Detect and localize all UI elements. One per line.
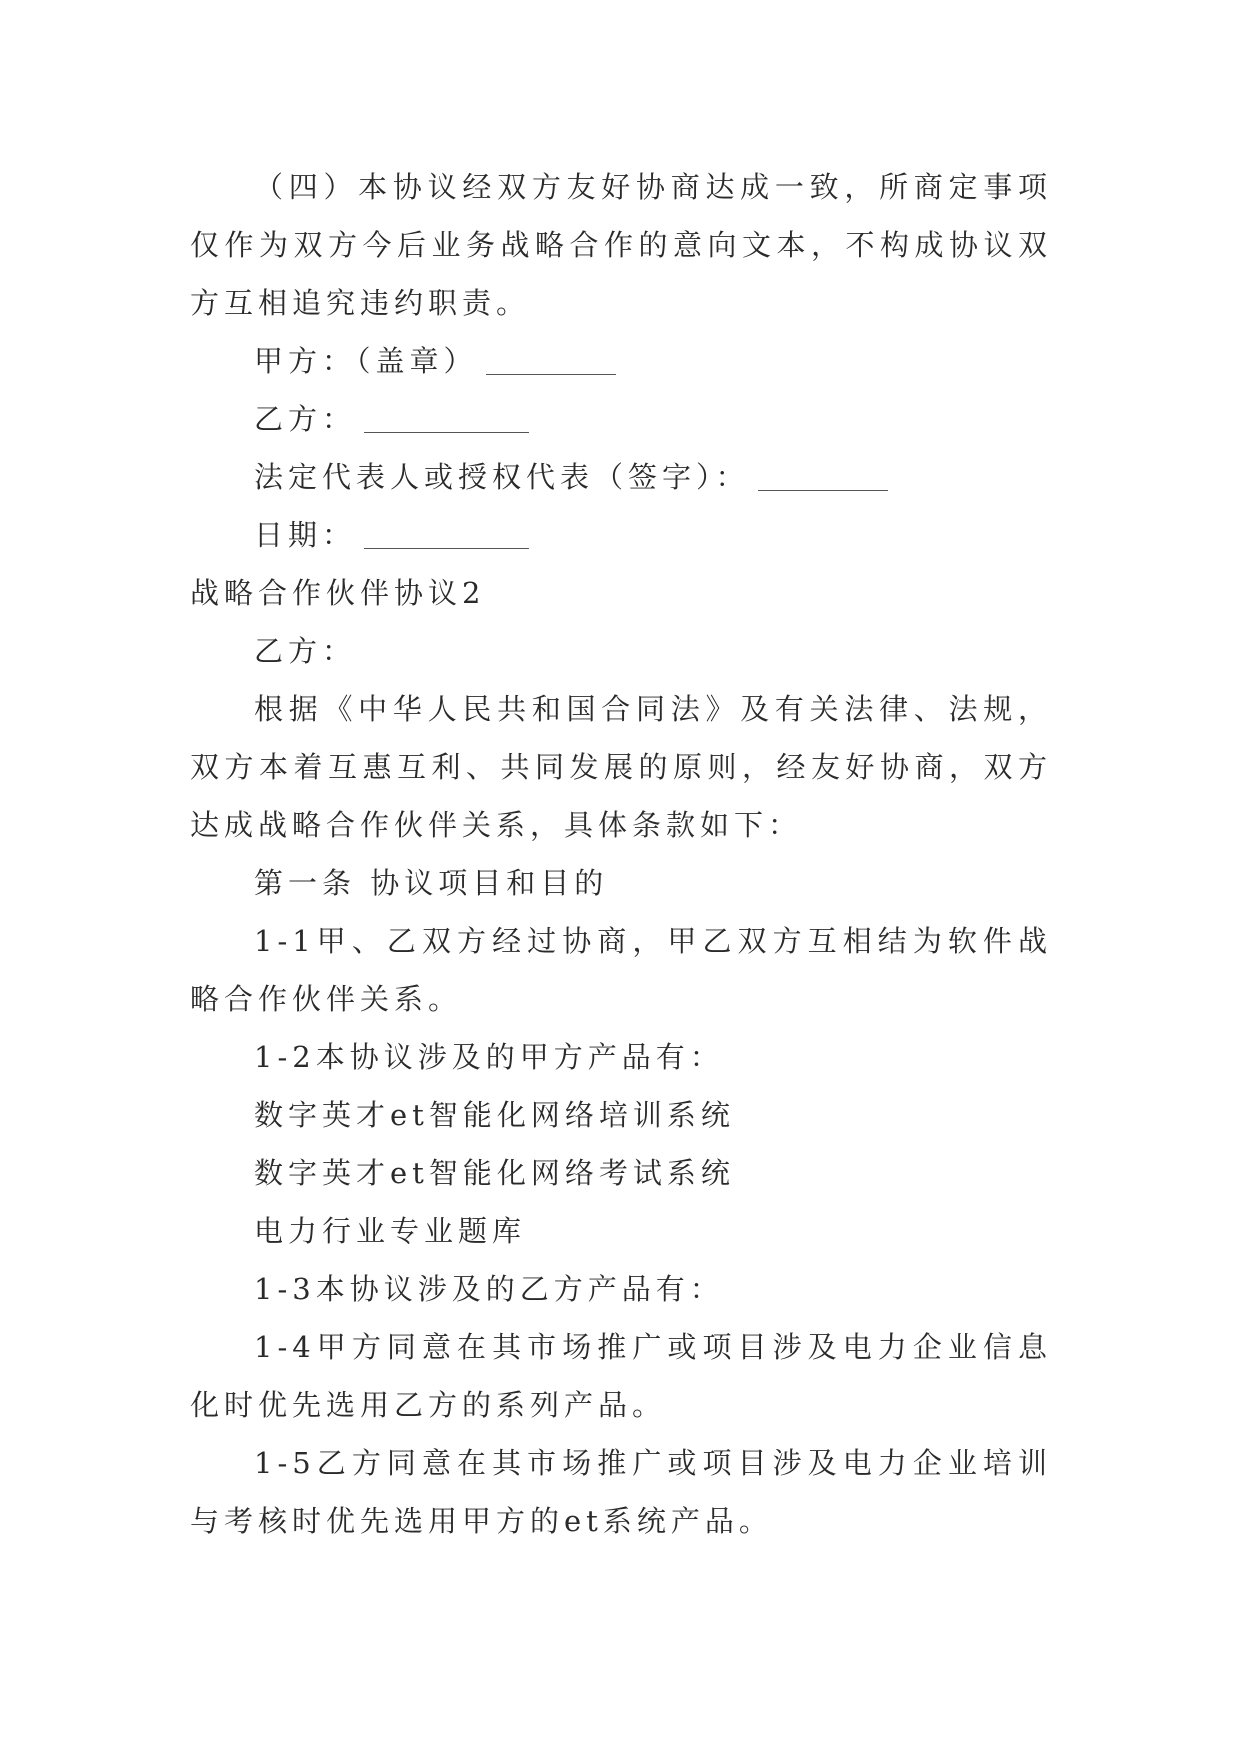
article-one-heading: 第一条 协议项目和目的 — [254, 866, 609, 900]
party-a-seal-line — [190, 332, 1052, 390]
party-b-label: 乙方： — [254, 402, 357, 436]
agreement-2-title: 战略合作伙伴协议2 — [190, 576, 486, 610]
party-b-blank — [364, 402, 529, 433]
party-a-seal-label: 甲方：（盖章） — [254, 344, 478, 378]
party-b-line — [190, 390, 1052, 448]
clause-four-paragraph: （四）本协议经双方友好协商达成一致，所商定事项仅作为双方今后业务战略合作的意向文本，不构成协议双方互相追究违约职责。 — [190, 170, 1052, 320]
product-training-system: 数字英才et智能化网络培训系统 — [254, 1098, 735, 1132]
date-line — [190, 506, 1052, 564]
representative-signature-label: 法定代表人或授权代表（签字）： — [254, 460, 750, 494]
clause-1-1: 1-1甲、乙双方经过协商，甲乙双方互相结为软件战略合作伙伴关系。 — [190, 924, 1052, 1016]
document-body — [190, 158, 1052, 1550]
clause-1-4: 1-4甲方同意在其市场推广或项目涉及电力企业信息化时优先选用乙方的系列产品。 — [190, 1330, 1052, 1422]
representative-signature-blank — [758, 460, 888, 491]
date-label: 日期： — [254, 518, 357, 552]
clause-1-3: 1-3本协议涉及的乙方产品有： — [254, 1272, 724, 1306]
product-exam-system: 数字英才et智能化网络考试系统 — [254, 1156, 735, 1190]
party-b-heading: 乙方： — [254, 634, 357, 668]
date-blank — [364, 518, 529, 549]
preamble-paragraph: 根据《中华人民共和国合同法》及有关法律、法规，双方本着互惠互利、共同发展的原则，经友好协商，双方达成战略合作伙伴关系，具体条款如下： — [190, 692, 1052, 842]
clause-1-5: 1-5乙方同意在其市场推广或项目涉及电力企业培训与考核时优先选用甲方的et系统产品。 — [190, 1446, 1052, 1538]
representative-signature-line — [190, 448, 1052, 506]
product-question-bank: 电力行业专业题库 — [254, 1214, 527, 1248]
party-a-seal-blank — [486, 344, 616, 375]
clause-1-2: 1-2本协议涉及的甲方产品有： — [254, 1040, 724, 1074]
